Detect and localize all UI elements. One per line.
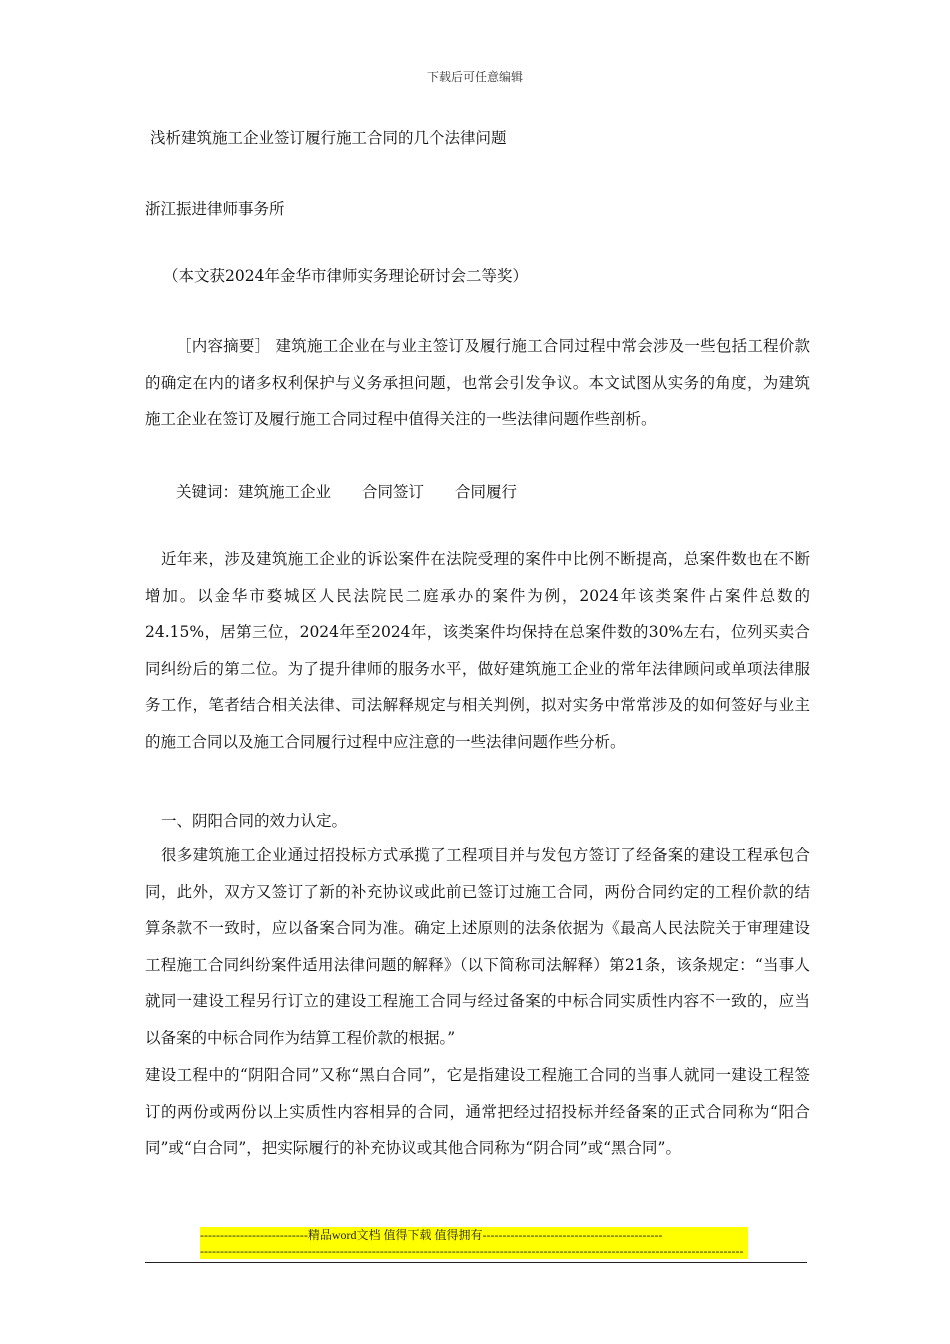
banner-line-1: ---------------------------精品word文档 值得下载 值得拥有--------------------------------------------- (200, 1228, 663, 1242)
section-heading: 一、阴阳合同的效力认定。 (161, 812, 348, 830)
author-line: 浙江振进律师事务所 (145, 200, 285, 218)
keywords-line: 关键词：建筑施工企业 合同签订 合同履行 (176, 483, 518, 501)
banner-line-2: ---------------------------------------------------------------------------------------------------------------------------------------- (200, 1244, 744, 1258)
download-banner (200, 1227, 748, 1259)
award-line: （本文获2024年金华市律师实务理论研讨会二等奖） (163, 267, 528, 285)
intro-paragraph: 近年来，涉及建筑施工企业的诉讼案件在法院受理的案件中比例不断提高，总案件数也在不断增加。以金华市婺城区人民法院民二庭承办的案件为例，2024年该类案件占案件总数的24.15%，居第三位，2024年至2024年，该类案件均保持在总案件数的30%左右，位列买卖合同纠纷后的第二位。为了提升律师的服务水平，做好建筑施工企业的常年法律顾问或单项法律服务工作，笔者结合相关法律、司法解释规定与相关判例，拟对实务中常常涉及的如何签好与业主的施工合同以及施工合同履行过程中应注意的一些法律问题作些分析。 (145, 550, 810, 751)
abstract-paragraph: ［内容摘要］ 建筑施工企业在与业主签订及履行施工合同过程中常会涉及一些包括工程价款的确定在内的诸多权利保护与义务承担问题，也常会引发争议。本文试图从实务的角度，为建筑施工企业在签订及履行施工合同过程中值得关注的一些法律问题作些剖析。 (145, 337, 810, 428)
section-paragraph-2: 建设工程中的“阴阳合同”又称“黑白合同”，它是指建设工程施工合同的当事人就同一建设工程签订的两份或两份以上实质性内容相异的合同，通常把经过招投标并经备案的正式合同称为“阳合同”或“白合同”，把实际履行的补充协议或其他合同称为“阴合同”或“黑合同”。 (145, 1066, 810, 1157)
header-note: 下载后可任意编辑 (426, 70, 523, 84)
section-paragraph-1: 很多建筑施工企业通过招投标方式承揽了工程项目并与发包方签订了经备案的建设工程承包合同，此外，双方又签订了新的补充协议或此前已签订过施工合同，两份合同约定的工程价款的结算条款不一致时，应以备案合同为准。确定上述原则的法条依据为《最高人民法院关于审理建设工程施工合同纠纷案件适用法律问题的解释》（以下简称司法解释）第21条，该条规定：“当事人就同一建设工程另行订立的建设工程施工合同与经过备案的中标合同实质性内容不一致的，应当以备案的中标合同作为结算工程价款的根据。” (145, 846, 810, 1047)
document-title: 浅析建筑施工企业签订履行施工合同的几个法律问题 (150, 129, 507, 147)
footer-rule (145, 1262, 807, 1263)
